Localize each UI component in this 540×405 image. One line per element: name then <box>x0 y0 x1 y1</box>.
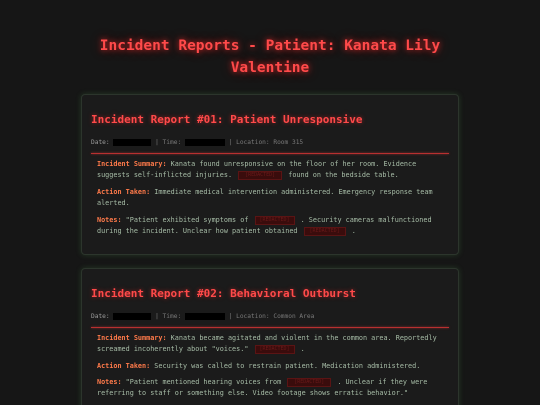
redacted-text: [REDACTED] <box>238 171 282 180</box>
notes-text: "Patient mentioned hearing voices from <box>125 378 282 386</box>
report-meta <box>91 312 314 322</box>
notes-text: "Patient exhibited symptoms of <box>125 216 249 224</box>
redacted-text: [REDACTED] <box>255 216 295 225</box>
action-label: Action Taken: <box>97 362 151 370</box>
action-text: Security was called to restrain patient. Medication administered. <box>154 362 421 370</box>
incident-summary <box>97 159 437 181</box>
summary-text-end: found on the bedside table. <box>288 171 399 179</box>
report-meta <box>91 138 303 148</box>
summary-label: Incident Summary: <box>97 160 167 168</box>
redacted-date <box>113 139 151 146</box>
redacted-date <box>113 313 151 320</box>
notes-label: Notes: <box>97 378 122 386</box>
time-label: | Time: <box>155 313 182 320</box>
action-taken <box>97 361 437 372</box>
redacted-text: [REDACTED] <box>304 227 346 236</box>
time-label: | Time: <box>155 139 182 146</box>
action-taken <box>97 187 437 209</box>
notes-text-end: . <box>351 227 356 235</box>
redacted-time <box>185 139 225 146</box>
date-label: Date: <box>91 313 110 320</box>
redacted-text: [REDACTED] <box>287 378 331 387</box>
divider <box>91 153 449 154</box>
incident-summary <box>97 333 437 355</box>
redacted-time <box>185 313 225 320</box>
date-label: Date: <box>91 139 110 146</box>
location-label: | Location: Common Area <box>228 313 315 320</box>
notes-text-middle: . Unclear if they were referring to staff or something else. Video footage shows erratic behavior." <box>97 378 428 397</box>
location-label: | Location: Room 315 <box>228 139 304 146</box>
action-text: Immediate medical intervention administered. Emergency response team alerted. <box>97 188 433 207</box>
action-label: Action Taken: <box>97 188 151 196</box>
summary-text: Kanata became agitated and violent in the common area. Reportedly screamed incoherently about "voices." <box>97 334 437 353</box>
incident-report-card <box>81 94 459 255</box>
incident-report-card <box>81 268 459 405</box>
redacted-text: [REDACTED] <box>255 345 295 354</box>
notes <box>97 377 437 399</box>
page-title: Incident Reports - Patient: Kanata Lily Valentine <box>99 38 441 76</box>
notes <box>97 215 437 237</box>
summary-text: Kanata found unresponsive on the floor of her room. Evidence suggests self-inflicted injuries. <box>97 160 417 179</box>
summary-label: Incident Summary: <box>97 334 167 342</box>
divider <box>91 327 449 328</box>
notes-label: Notes: <box>97 216 122 224</box>
report-title: Incident Report #01: Patient Unresponsive <box>91 113 363 126</box>
notes-text-middle: . Security cameras malfunctioned during the incident. Unclear how patient obtained <box>97 216 432 235</box>
report-title: Incident Report #02: Behavioral Outburst <box>91 287 356 300</box>
summary-text-end: . <box>300 345 305 353</box>
